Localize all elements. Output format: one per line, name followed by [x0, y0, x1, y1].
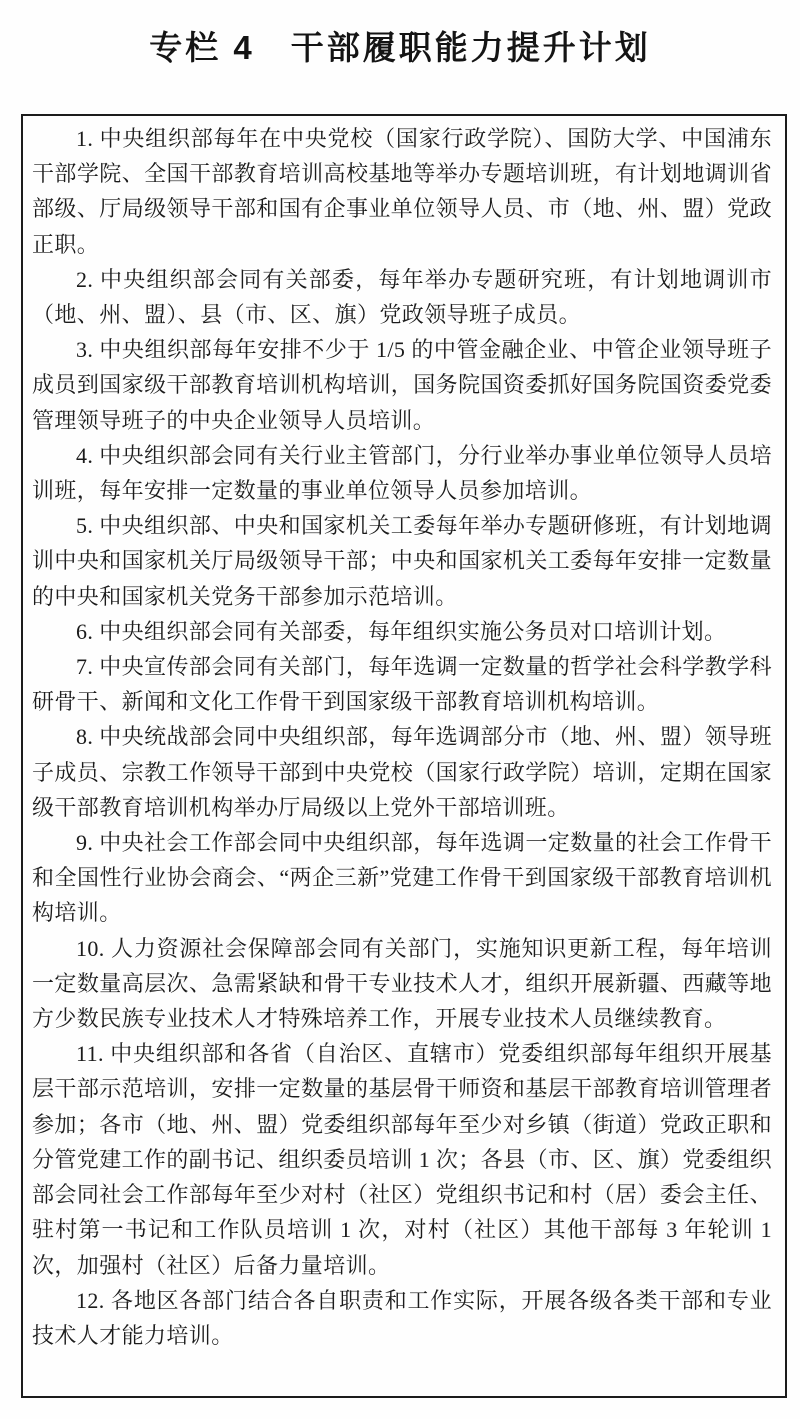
- list-item-2: 2. 中央组织部会同有关部委，每年举办专题研究班，有计划地调训市（地、州、盟）、县（市、区、旗）党政领导班子成员。: [32, 266, 772, 328]
- page-title: 专栏 4 干部履职能力提升计划: [149, 29, 651, 66]
- list-item-6: 6. 中央组织部会同有关部委，每年组织实施公务员对口培训计划。: [76, 618, 727, 644]
- column-box: [21, 114, 787, 1398]
- list-item-12: 12. 各地区各部门结合各自职责和工作实际，开展各级各类干部和专业技术人才能力培训。: [32, 1287, 772, 1348]
- list-item-8: 8. 中央统战部会同中央组织部，每年选调部分市（地、州、盟）领导班子成员、宗教工作领导干部到中央党校（国家行政学院）培训，定期在国家级干部教育培训机构举办厅局级以上党外干部培训班。: [32, 724, 772, 820]
- list-item-3: 3. 中央组织部每年安排不少于 1/5 的中管金融企业、中管企业领导班子成员到国家级干部教育培训机构培训，国务院国资委抓好国务院国资委党委管理领导班子的中央企业领导人员培训。: [32, 337, 772, 433]
- list-item-9: 9. 中央社会工作部会同中央组织部，每年选调一定数量的社会工作骨干和全国性行业协会商会、“两企三新”党建工作骨干到国家级干部教育培训机构培训。: [32, 830, 772, 926]
- list-item-11: 11. 中央组织部和各省（自治区、直辖市）党委组织部每年组织开展基层干部示范培训，安排一定数量的基层骨干师资和基层干部教育培训管理者参加；各市（地、州、盟）党委组织部每年至少对乡镇（街道）党政正职和分管党建工作的副书记、组织委员培训 1 次；各县（市、区、旗）党委组织部会同社会工作部每年至少对村（社区）党组织书记和村（居）委会主任、驻村第一书记和工作队员培训 1 次，对村（社区）其他干部每 3 年轮训 1 次，加强村（社区）后备力量培训。: [32, 1041, 773, 1278]
- list-item-10: 10. 人力资源社会保障部会同有关部门，实施知识更新工程，每年培训一定数量高层次、急需紧缺和骨干专业技术人才，组织开展新疆、西藏等地方少数民族专业技术人才特殊培养工作，开展专业技术人员继续教育。: [32, 935, 772, 1032]
- list-item-4: 4. 中央组织部会同有关行业主管部门，分行业举办事业单位领导人员培训班，每年安排一定数量的事业单位领导人员参加培训。: [32, 442, 772, 504]
- list-item-1: 1. 中央组织部每年在中央党校（国家行政学院）、国防大学、中国浦东干部学院、全国干部教育培训高校基地等举办专题培训班，有计划地调训省部级、厅局级领导干部和国有企事业单位领导人员、市（地、州、盟）党政正职。: [32, 126, 772, 257]
- list-item-7: 7. 中央宣传部会同有关部门，每年选调一定数量的哲学社会科学教学科研骨干、新闻和文化工作骨干到国家级干部教育培训机构培训。: [32, 654, 772, 715]
- list-item-5: 5. 中央组织部、中央和国家机关工委每年举办专题研修班，有计划地调训中央和国家机关厅局级领导干部；中央和国家机关工委每年安排一定数量的中央和国家机关党务干部参加示范培训。: [32, 513, 772, 609]
